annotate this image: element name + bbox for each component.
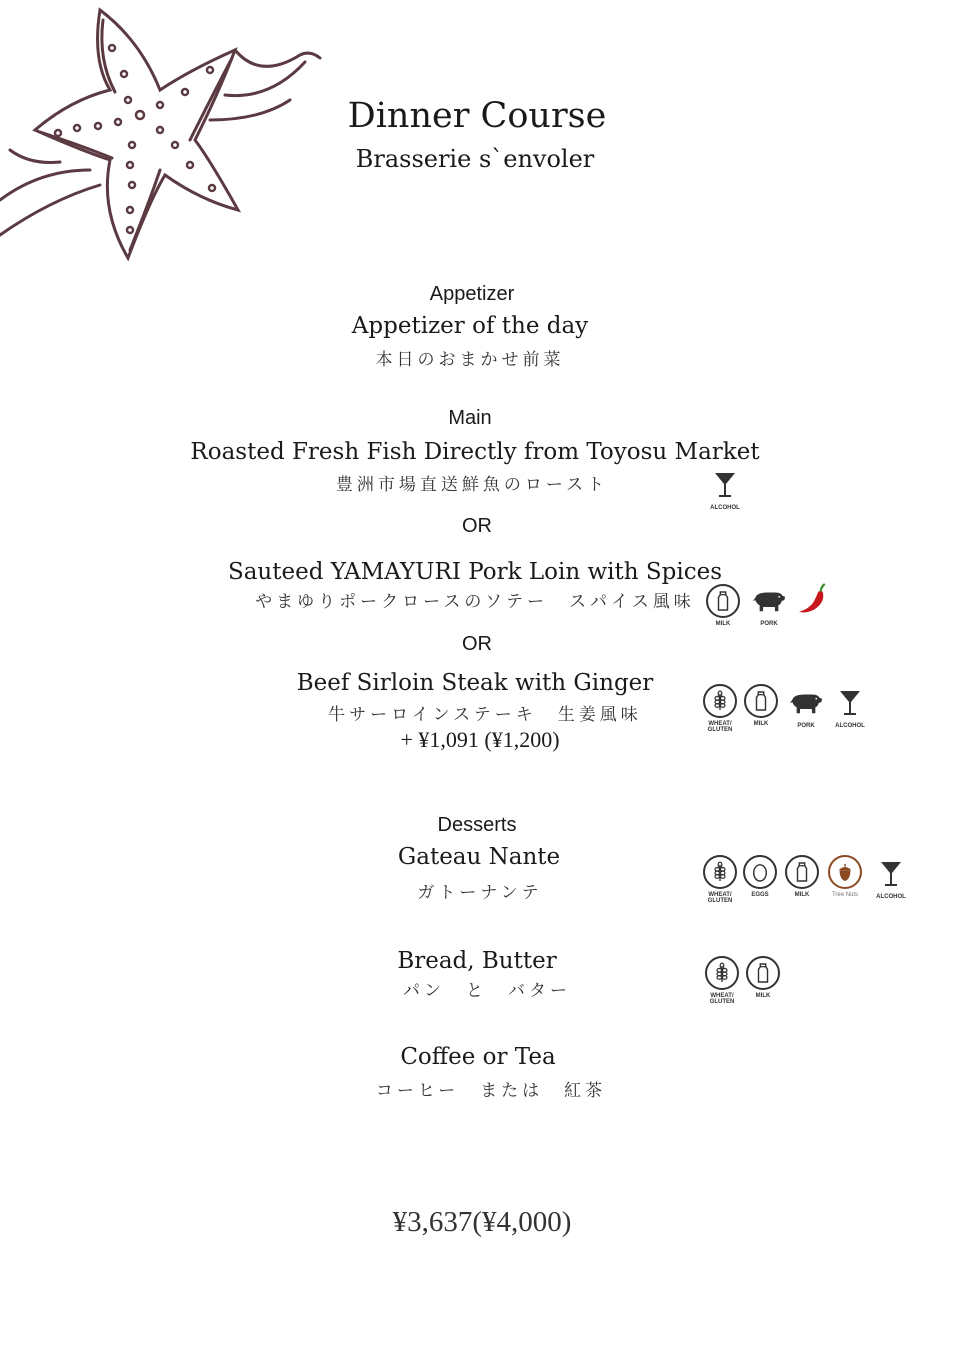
allergen-milk: MILK	[738, 684, 784, 736]
allergen-milk: MILK	[779, 855, 825, 907]
allergen-milk: MILK	[700, 584, 746, 636]
chili-pepper-icon	[797, 583, 829, 615]
main-item-name: Sauteed YAMAYURI Pork Loin with Spices	[227, 559, 723, 585]
appetizer-name-jp: 本日のおまかせ前菜	[375, 350, 565, 370]
course-price: ¥3,637(¥4,000)	[392, 1206, 572, 1238]
dessert-name: Coffee or Tea	[400, 1044, 556, 1070]
allergen-pork: PORK	[746, 584, 792, 636]
wheat-icon	[711, 861, 729, 883]
wheat-icon	[713, 962, 731, 984]
allergen-eggs: EGGS	[737, 855, 783, 907]
dessert-name: Gateau Nante	[397, 844, 561, 870]
allergen-alcohol: ALCOHOL	[702, 468, 748, 520]
wheat-icon	[711, 690, 729, 712]
cocktail-glass-icon	[879, 860, 903, 888]
allergen-milk: MILK	[740, 956, 786, 1008]
or-label: OR	[462, 515, 492, 537]
pig-icon	[789, 691, 823, 715]
allergen-wheat: WHEAT/ GLUTEN	[697, 684, 743, 736]
restaurant-name: Brasserie s`envoler	[355, 145, 595, 173]
allergen-tree-nuts: Tree Nuts	[822, 855, 868, 907]
spicy-indicator	[790, 582, 836, 634]
section-main: Main	[448, 407, 492, 429]
appetizer-name: Appetizer of the day	[351, 313, 589, 339]
main-item-name-jp: 牛サーロインステーキ 生姜風味	[328, 705, 642, 725]
milk-bottle-icon	[714, 590, 732, 612]
allergen-alcohol: ALCOHOL	[827, 686, 873, 738]
milk-bottle-icon	[793, 861, 811, 883]
main-item-name-jp: やまゆりポークロースのソテー スパイス風味	[255, 592, 695, 612]
allergen-wheat: WHEAT/ GLUTEN	[699, 956, 745, 1008]
page-title: Dinner Course	[347, 96, 607, 136]
surcharge-price: + ¥1,091 (¥1,200)	[400, 727, 560, 752]
dessert-name-jp: パン と バター	[403, 981, 571, 1001]
main-item-name: Beef Sirloin Steak with Ginger	[296, 670, 654, 696]
allergen-pork: PORK	[783, 686, 829, 738]
allergen-alcohol: ALCOHOL	[868, 857, 914, 909]
egg-icon	[751, 861, 769, 883]
acorn-icon	[836, 861, 854, 883]
milk-bottle-icon	[754, 962, 772, 984]
or-label: OR	[462, 633, 492, 655]
section-desserts: Desserts	[437, 814, 517, 836]
milk-bottle-icon	[752, 690, 770, 712]
pig-icon	[752, 589, 786, 613]
dessert-name-jp: コーヒー または 紅茶	[375, 1081, 607, 1101]
dessert-name-jp: ガトーナンテ	[417, 883, 543, 903]
section-appetizer: Appetizer	[429, 283, 515, 305]
allergen-wheat: WHEAT/ GLUTEN	[697, 855, 743, 907]
cocktail-glass-icon	[713, 471, 737, 499]
main-item-name-jp: 豊洲市場直送鮮魚のロースト	[335, 475, 609, 495]
dessert-name: Bread, Butter	[397, 948, 557, 974]
cocktail-glass-icon	[838, 689, 862, 717]
main-item-name: Roasted Fresh Fish Directly from Toyosu Market	[190, 439, 760, 465]
